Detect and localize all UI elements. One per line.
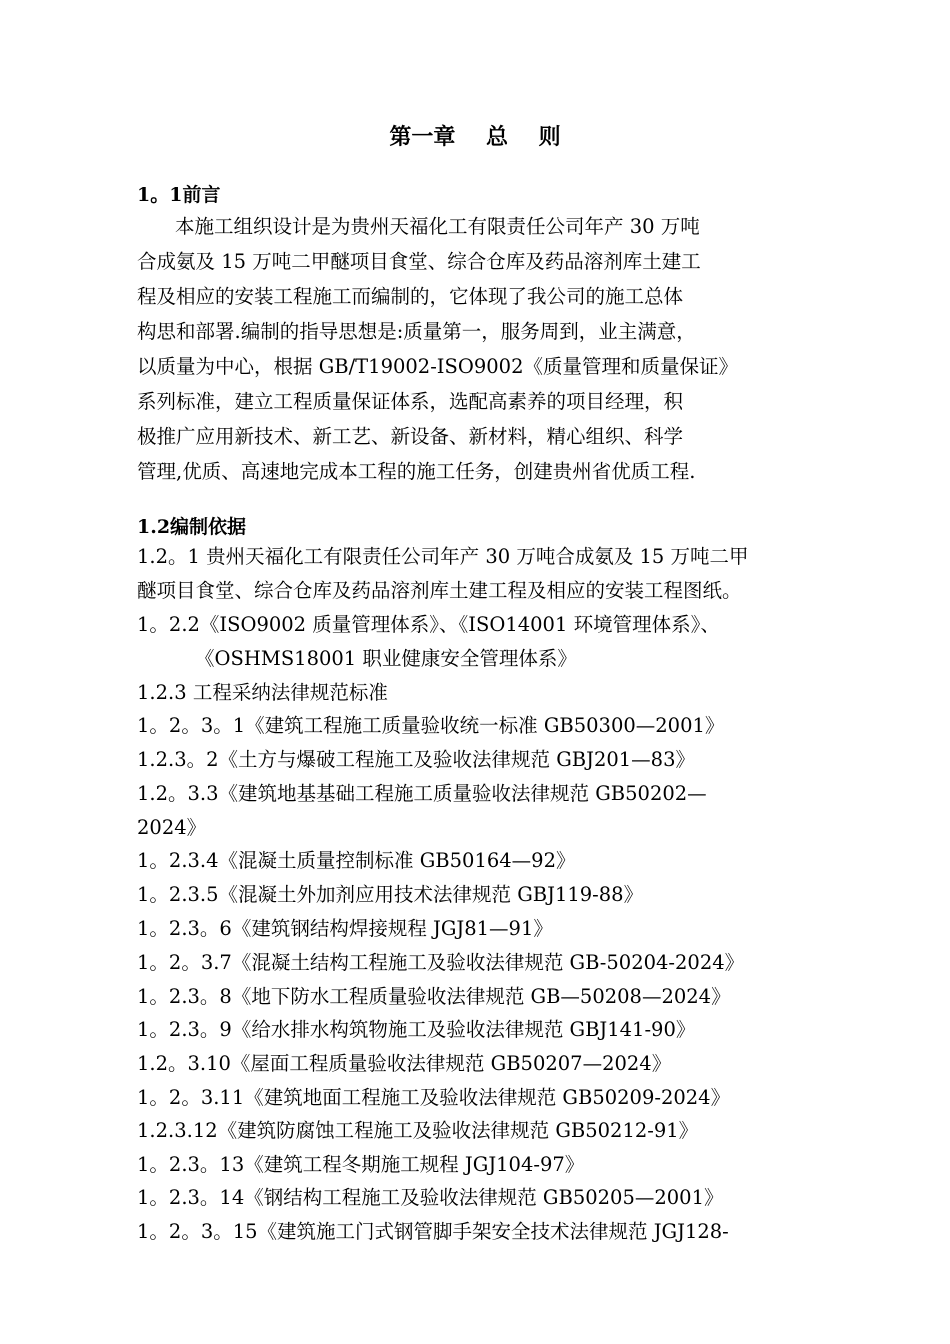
- list-item: 1。2.3.4《混凝土质量控制标准 GB50164—92》: [137, 849, 576, 872]
- list-item: 1。2。3.11《建筑地面工程施工及验收法律规范 GB50209-2024》: [137, 1086, 731, 1109]
- paragraph-line: 极推广应用新技术、新工艺、新设备、新材料，精心组织、科学: [137, 425, 684, 448]
- list-item: 1。2.2《ISO9002 质量管理体系》、《ISO14001 环境管理体系》、: [137, 613, 720, 636]
- list-item: 1。2.3。14《钢结构工程施工及验收法律规范 GB50205—2001》: [137, 1186, 724, 1209]
- list-item: 1.2.3 工程采纳法律规范标准: [137, 681, 388, 704]
- paragraph-line: 构思和部署.编制的指导思想是:质量第一，服务周到，业主满意，: [137, 320, 696, 343]
- list-item: 《OSHMS18001 职业健康安全管理体系》: [195, 647, 577, 670]
- list-item: 1.2。3.10《屋面工程质量验收法律规范 GB50207—2024》: [137, 1052, 672, 1075]
- list-item: 1.2.3.12《建筑防腐蚀工程施工及验收法律规范 GB50212-91》: [137, 1119, 699, 1142]
- list-item: 1.2。3.3《建筑地基基础工程施工质量验收法律规范 GB50202—: [137, 782, 707, 805]
- paragraph-line: 系列标准，建立工程质量保证体系，选配高素养的项目经理，积: [137, 390, 684, 413]
- list-item: 1。2.3。8《地下防水工程质量验收法律规范 GB—50208—2024》: [137, 985, 731, 1008]
- list-item: 1。2.3.5《混凝土外加剂应用技术法律规范 GBJ119-88》: [137, 883, 644, 906]
- paragraph-line: 以质量为中心，根据 GB/T19002-ISO9002《质量管理和质量保证》: [137, 355, 738, 378]
- list-item: 1。2。3。1《建筑工程施工质量验收统一标准 GB50300—2001》: [137, 714, 725, 737]
- list-item: 2024》: [137, 816, 207, 839]
- list-item: 醚项目食堂、综合仓库及药品溶剂库土建工程及相应的安装工程图纸。: [137, 579, 742, 602]
- section-heading-preface: 1。1前言: [137, 184, 221, 206]
- list-item: 1.2.3。2《土方与爆破工程施工及验收法律规范 GBJ201—83》: [137, 748, 695, 771]
- list-item: 1。2.3。13《建筑工程冬期施工规程 JGJ104-97》: [137, 1153, 585, 1176]
- chapter-title: 第一章 总 则: [389, 124, 561, 150]
- list-item: 1。2。3.7《混凝土结构工程施工及验收法律规范 GB-50204-2024》: [137, 951, 745, 974]
- list-item: 1.2。1 贵州天福化工有限责任公司年产 30 万吨合成氨及 15 万吨二甲: [137, 545, 749, 568]
- paragraph-line: 合成氨及 15 万吨二甲醚项目食堂、综合仓库及药品溶剂库土建工: [137, 250, 701, 273]
- section-heading-basis: 1.2编制依据: [137, 516, 247, 538]
- list-item: 1。2.3。9《给水排水构筑物施工及验收法律规范 GBJ141-90》: [137, 1018, 696, 1041]
- list-item: 1。2.3。6《建筑钢结构焊接规程 JGJ81—91》: [137, 917, 553, 940]
- paragraph-line: 程及相应的安装工程施工而编制的，它体现了我公司的施工总体: [137, 285, 684, 308]
- list-item: 1。2。3。15《建筑施工门式钢管脚手架安全技术法律规范 JGJ128-: [137, 1220, 729, 1243]
- paragraph-line: 本施工组织设计是为贵州天福化工有限责任公司年产 30 万吨: [175, 215, 700, 238]
- paragraph-line: 管理,优质、高速地完成本工程的施工任务，创建贵州省优质工程.: [137, 460, 696, 483]
